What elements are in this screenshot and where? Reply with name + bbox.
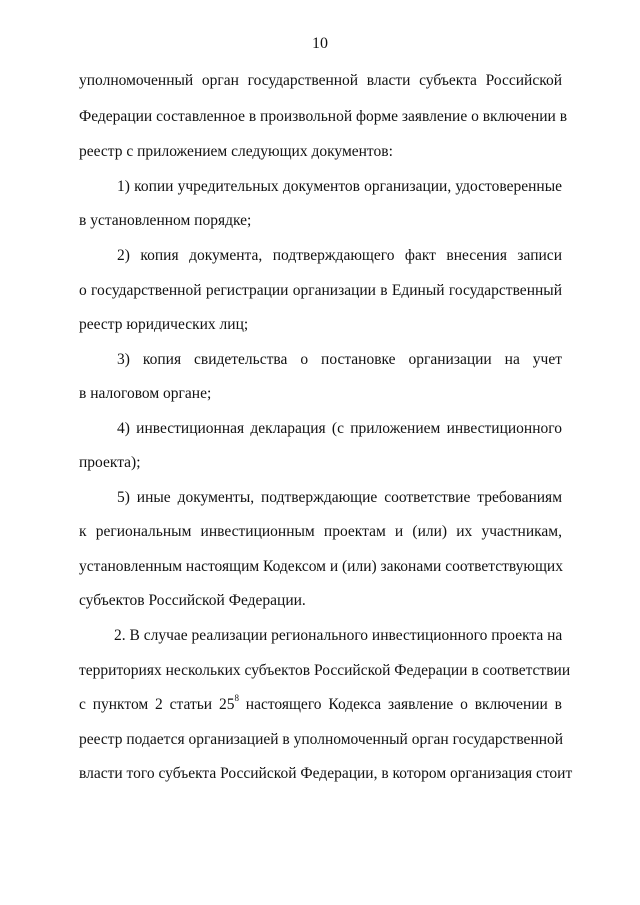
list-item-5-line: к региональным инвестиционным проектам и (или) их участникам, [79, 523, 562, 540]
page-number: 10 [312, 35, 328, 52]
text-line: реестр с приложением следующих документов: [79, 143, 393, 160]
text-segment: с пунктом 2 статьи 25 [79, 696, 235, 713]
list-item-4-line: 4) инвестиционная декларация (с приложением инвестиционного [117, 420, 562, 437]
list-item-2-line: 2) копия документа, подтверждающего факт внесения записи [117, 247, 562, 264]
list-item-3-line: 3) копия свидетельства о постановке организации на учет [117, 351, 562, 368]
paragraph-2-line: власти того субъекта Российской Федерации, в котором организация стоит [79, 765, 573, 782]
paragraph-2-line: 2. В случае реализации регионального инвестиционного проекта на [114, 627, 563, 644]
list-item-5-line: установленным настоящим Кодексом и (или) законами соответствующих [79, 558, 563, 575]
paragraph-2-line: реестр подается организацией в уполномоченный орган государственной [79, 731, 564, 748]
paragraph-2-line [79, 692, 562, 715]
superscript: 8 [234, 692, 239, 703]
list-item-4-line: проекта); [79, 454, 141, 471]
text-line: уполномоченный орган государственной власти субъекта Российской [79, 72, 562, 89]
list-item-3-line: в налоговом органе; [79, 385, 212, 402]
list-item-5-line: 5) иные документы, подтверждающие соответствие требованиям [117, 489, 562, 506]
list-item-2-line: реестр юридических лиц; [79, 316, 249, 333]
list-item-5-line: субъектов Российской Федерации. [79, 592, 306, 609]
list-item-1-line: в установленном порядке; [79, 212, 252, 229]
list-item-1-line: 1) копии учредительных документов организации, удостоверенные [117, 178, 562, 195]
paragraph-2-line: территориях нескольких субъектов Российской Федерации в соответствии [79, 662, 571, 679]
text-line: Федерации составленное в произвольной форме заявление о включении в [79, 108, 568, 125]
text-segment: настоящего Кодекса заявление о включении в [238, 696, 562, 713]
list-item-2-line: о государственной регистрации организации в Единый государственный [79, 282, 562, 299]
